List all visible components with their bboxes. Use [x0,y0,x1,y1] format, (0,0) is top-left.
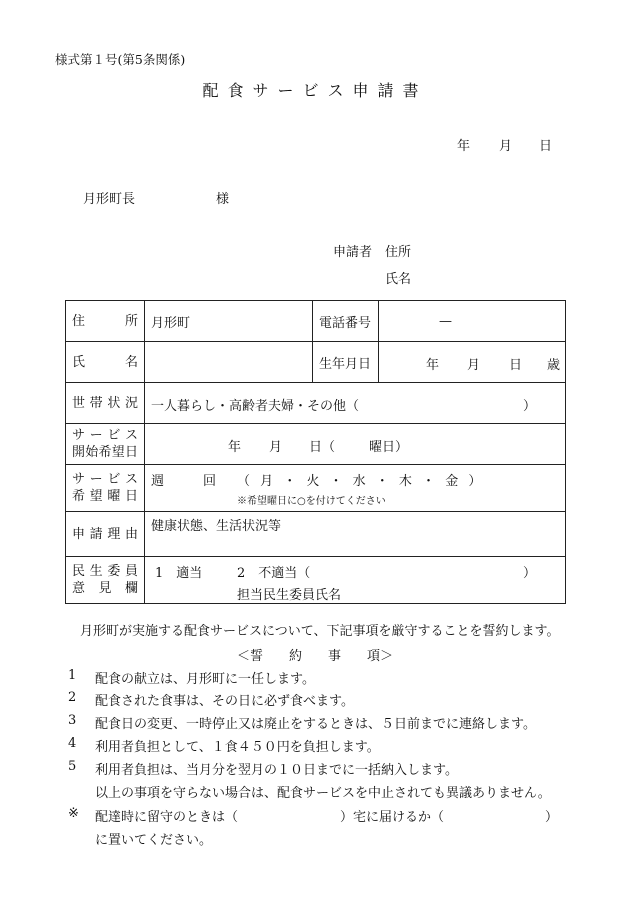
name-label: 氏 名 [72,354,138,370]
date-day-label: 日 [539,139,553,154]
days-label-line2: 希望曜日 [72,489,138,504]
phone-label: 電話番号 [319,315,372,331]
application-table [65,300,566,604]
welfare-signature-label: 担当民生委員氏名 [237,588,342,603]
address-label: 住 所 [72,313,138,329]
welfare-label-line1: 民生委員 [72,564,138,579]
birth-age-label: 歳 [547,358,561,373]
days-label-cell [66,465,145,512]
pledge-item-text: 配食日の変更、一時停止又は廃止をするときは、５日前までに連絡します。 [95,717,536,732]
welfare-label-line2: 意見欄 [72,581,138,596]
pledge-statement: 月形町が実施する配食サービスについて、下記事項を厳守することを誓約します。 [80,624,560,639]
welfare-value-cell[interactable] [145,557,566,604]
pledge-item-text: 利用者負担として、１食４５０円を負担します。 [95,740,380,755]
birth-day-label: 日 [509,358,523,373]
pledge-item-number: 5 [68,759,77,774]
address-value-cell[interactable] [145,301,313,342]
name-label-cell [66,342,145,383]
pledge-item-number: 4 [68,736,77,751]
pledge-item-text: 配食の献立は、月形町に一任します。 [95,672,315,687]
row-start-date [66,424,566,465]
welfare-option-inappropriate: 2 不適当（ [237,566,311,581]
note-text-part1: 配達時に留守のときは（ [95,810,239,825]
birth-month-label: 月 [467,358,481,373]
reason-value-cell[interactable] [145,512,566,557]
note-mark: ※ [68,806,79,821]
days-times-label: 回 [203,474,217,489]
pledge-item-number: 2 [68,690,77,705]
household-close-paren: ） [523,399,537,414]
welfare-label-cell [66,557,145,604]
row-address [66,301,566,342]
birth-label: 生年月日 [319,356,372,372]
phone-value-cell[interactable] [379,301,566,342]
date-year-label: 年 [457,139,471,154]
days-note: ※希望曜日に○を付けてください [237,496,386,507]
note-close-paren: ） [545,810,559,825]
row-reason [66,512,566,557]
start-month-label: 月 [269,440,283,455]
form-number-label: 様式第１号(第5条関係) [55,52,186,67]
start-weekday-label: 曜日） [369,440,409,455]
start-day-label: 日（ [309,440,336,455]
days-value-cell[interactable] [145,465,566,512]
name-value-cell[interactable] [145,342,313,383]
pledge-item-text: 配食された食事は、その日に必ず食べます。 [95,694,354,709]
document-title: 配食サービス申請書 [202,81,428,100]
row-household [66,383,566,424]
start-label-line2: 開始希望日 [72,445,138,460]
note-text-part2: ）宅に届けるか（ [340,810,445,825]
applicant-label: 申請者 [333,245,373,260]
start-label-cell [66,424,145,465]
reason-label-cell [66,512,145,557]
applicant-name-label: 氏名 [385,272,412,287]
household-label-cell [66,383,145,424]
reason-hint: 健康状態、生活状況等 [151,519,282,534]
birth-value-cell[interactable] [379,342,566,383]
date-month-label: 月 [499,139,513,154]
start-label-line1: サービス [72,428,138,443]
row-name [66,342,566,383]
addressee-office: 月形町長 [83,192,136,207]
address-label-cell [66,301,145,342]
closing-statement: 以上の事項を守らない場合は、配食サービスを中止されても異議ありません。 [95,786,551,801]
phone-label-cell [313,301,379,342]
days-weekday-list: （ 月 ・ 火 ・ 水 ・ 木 ・ 金 ） [237,474,485,489]
addressee-honorific: 様 [216,192,230,207]
days-week-label: 週 [151,474,165,489]
row-days [66,465,566,512]
address-value: 月形町 [151,315,191,331]
pledge-item-number: 3 [68,713,77,728]
days-label-line1: サービス [72,472,138,487]
pledge-item-text: 利用者負担は、当月分を翌月の１０日までに一括納入します。 [95,763,458,778]
start-value-cell[interactable] [145,424,566,465]
applicant-address-label: 住所 [385,245,412,260]
row-welfare-opinion [66,557,566,604]
welfare-close-paren: ） [523,566,537,581]
household-label: 世帯状況 [72,395,138,411]
pledge-item-number: 1 [68,668,77,683]
household-options: 一人暮らし・高齢者夫婦・その他（ [151,399,360,414]
start-year-label: 年 [228,440,242,455]
birth-year-label: 年 [426,358,440,373]
pledge-heading: ＜誓 約 事 項＞ [236,649,393,664]
birth-label-cell [313,342,379,383]
welfare-option-appropriate: 1 適当 [155,566,203,581]
household-value-cell[interactable] [145,383,566,424]
reason-label: 申請理由 [72,526,138,542]
phone-dash: — [439,313,452,329]
note-text-part4: に置いてください。 [95,833,213,848]
